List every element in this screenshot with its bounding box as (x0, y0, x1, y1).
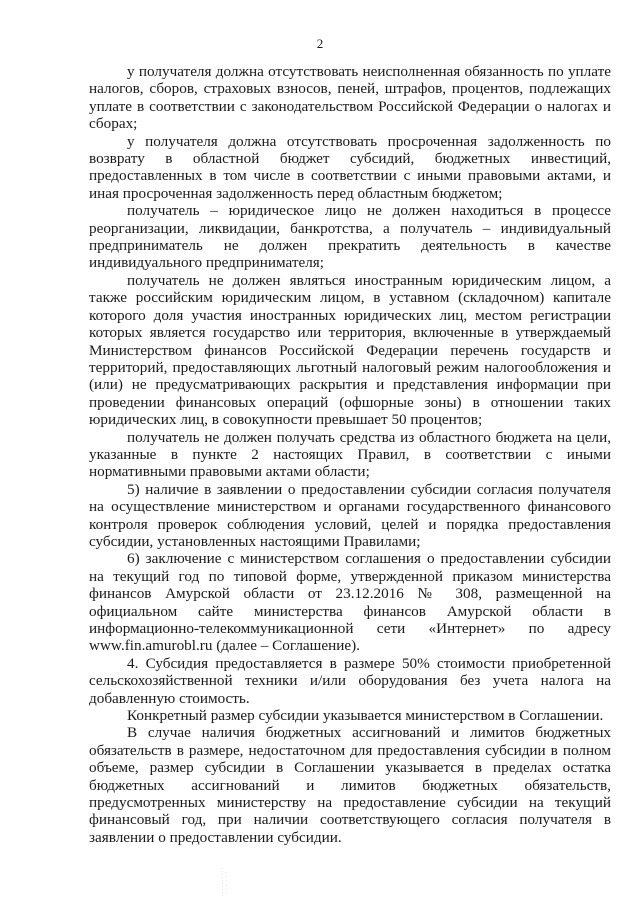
paragraph-item-5-consent: 5) наличие в заявлении о предоставлении субсидии согласия получателя на осуществление министерством и органами государственного финансового контроля проверок соблюдения условий, целей и порядка предоставления субсидии, установленных настоящими Правилами; (89, 480, 611, 550)
page-number: 2 (316, 36, 324, 51)
paragraph-reorganization: получатель – юридическое лицо не должен находиться в процессе реорганизации, ликвидации, банкротства, а получатель – индивидуальный предприниматель не должен прекратить деятельность в качестве индивидуального предпринимателя; (89, 202, 611, 272)
scan-artifact-mark (218, 866, 232, 900)
paragraph-insufficient-limits: В случае наличия бюджетных ассигнований и лимитов бюджетных обязательств в размере, недостаточном для предоставления субсидии в полном объеме, размер субсидии в Соглашении указывается в пределах остатка бюджетных ассигнований и лимитов бюджетных обязательств, предусмотренных министерству на предоставление субсидии на текущий финансовый год, при наличии соответствующего согласия получателя в заявлении о предоставлении субсидии. (89, 724, 611, 846)
paragraph-foreign-entity: получатель не должен являться иностранным юридическим лицом, а также российским юридическим лицом, в уставном (складочном) капитале которого доля участия иностранных юридических лиц, местом регистрации которых является государство или территория, включенные в утверждаемый Министерством финансов Российской Федерации перечень государств и территорий, предоставляющих льготный налоговый режим налогообложения и (или) не предусматривающих раскрытия и представления информации при проведении финансовых операций (офшорные зоны) в отношении таких юридических лиц, в совокупности превышает 50 процентов; (89, 271, 611, 429)
paragraph-specific-amount: Конкретный размер субсидии указывается министерством в Соглашении. (127, 707, 604, 725)
paragraph-item-4-subsidy-size: 4. Субсидия предоставляется в размере 50% стоимости приобретенной сельскохозяйственной техники и/или оборудования без учета налога на добавленную стоимость. (89, 654, 611, 707)
paragraph-overdue-debt: у получателя должна отсутствовать просроченная задолженность по возврату в областной бюджет субсидий, бюджетных инвестиций, предоставленных в том числе в соответствии с иными правовыми актами, и иная просроченная задолженность перед областным бюджетом; (89, 132, 611, 202)
paragraph-item-6-agreement: 6) заключение с министерством соглашения о предоставлении субсидии на текущий год по типовой форме, утвержденной приказом министерства финансов Амурской области от 23.12.2016 № 308, размещенной на официальном сайте министерства финансов Амурской области в информационно-телекоммуникационной сети «Интернет» по адресу www.fin.amurobl.ru (далее – Соглашение). (89, 550, 611, 655)
paragraph-tax-obligation: у получателя должна отсутствовать неисполненная обязанность по уплате налогов, сборов, страховых взносов, пеней, штрафов, процентов, подлежащих уплате в соответствии с законодательством Российской Федерации о налогах и сборах; (89, 63, 611, 133)
paragraph-budget-funds: получатель не должен получать средства из областного бюджета на цели, указанные в пункте 2 настоящих Правил, в соответствии с иными нормативными правовыми актами области; (89, 428, 611, 481)
document-body (89, 63, 611, 846)
